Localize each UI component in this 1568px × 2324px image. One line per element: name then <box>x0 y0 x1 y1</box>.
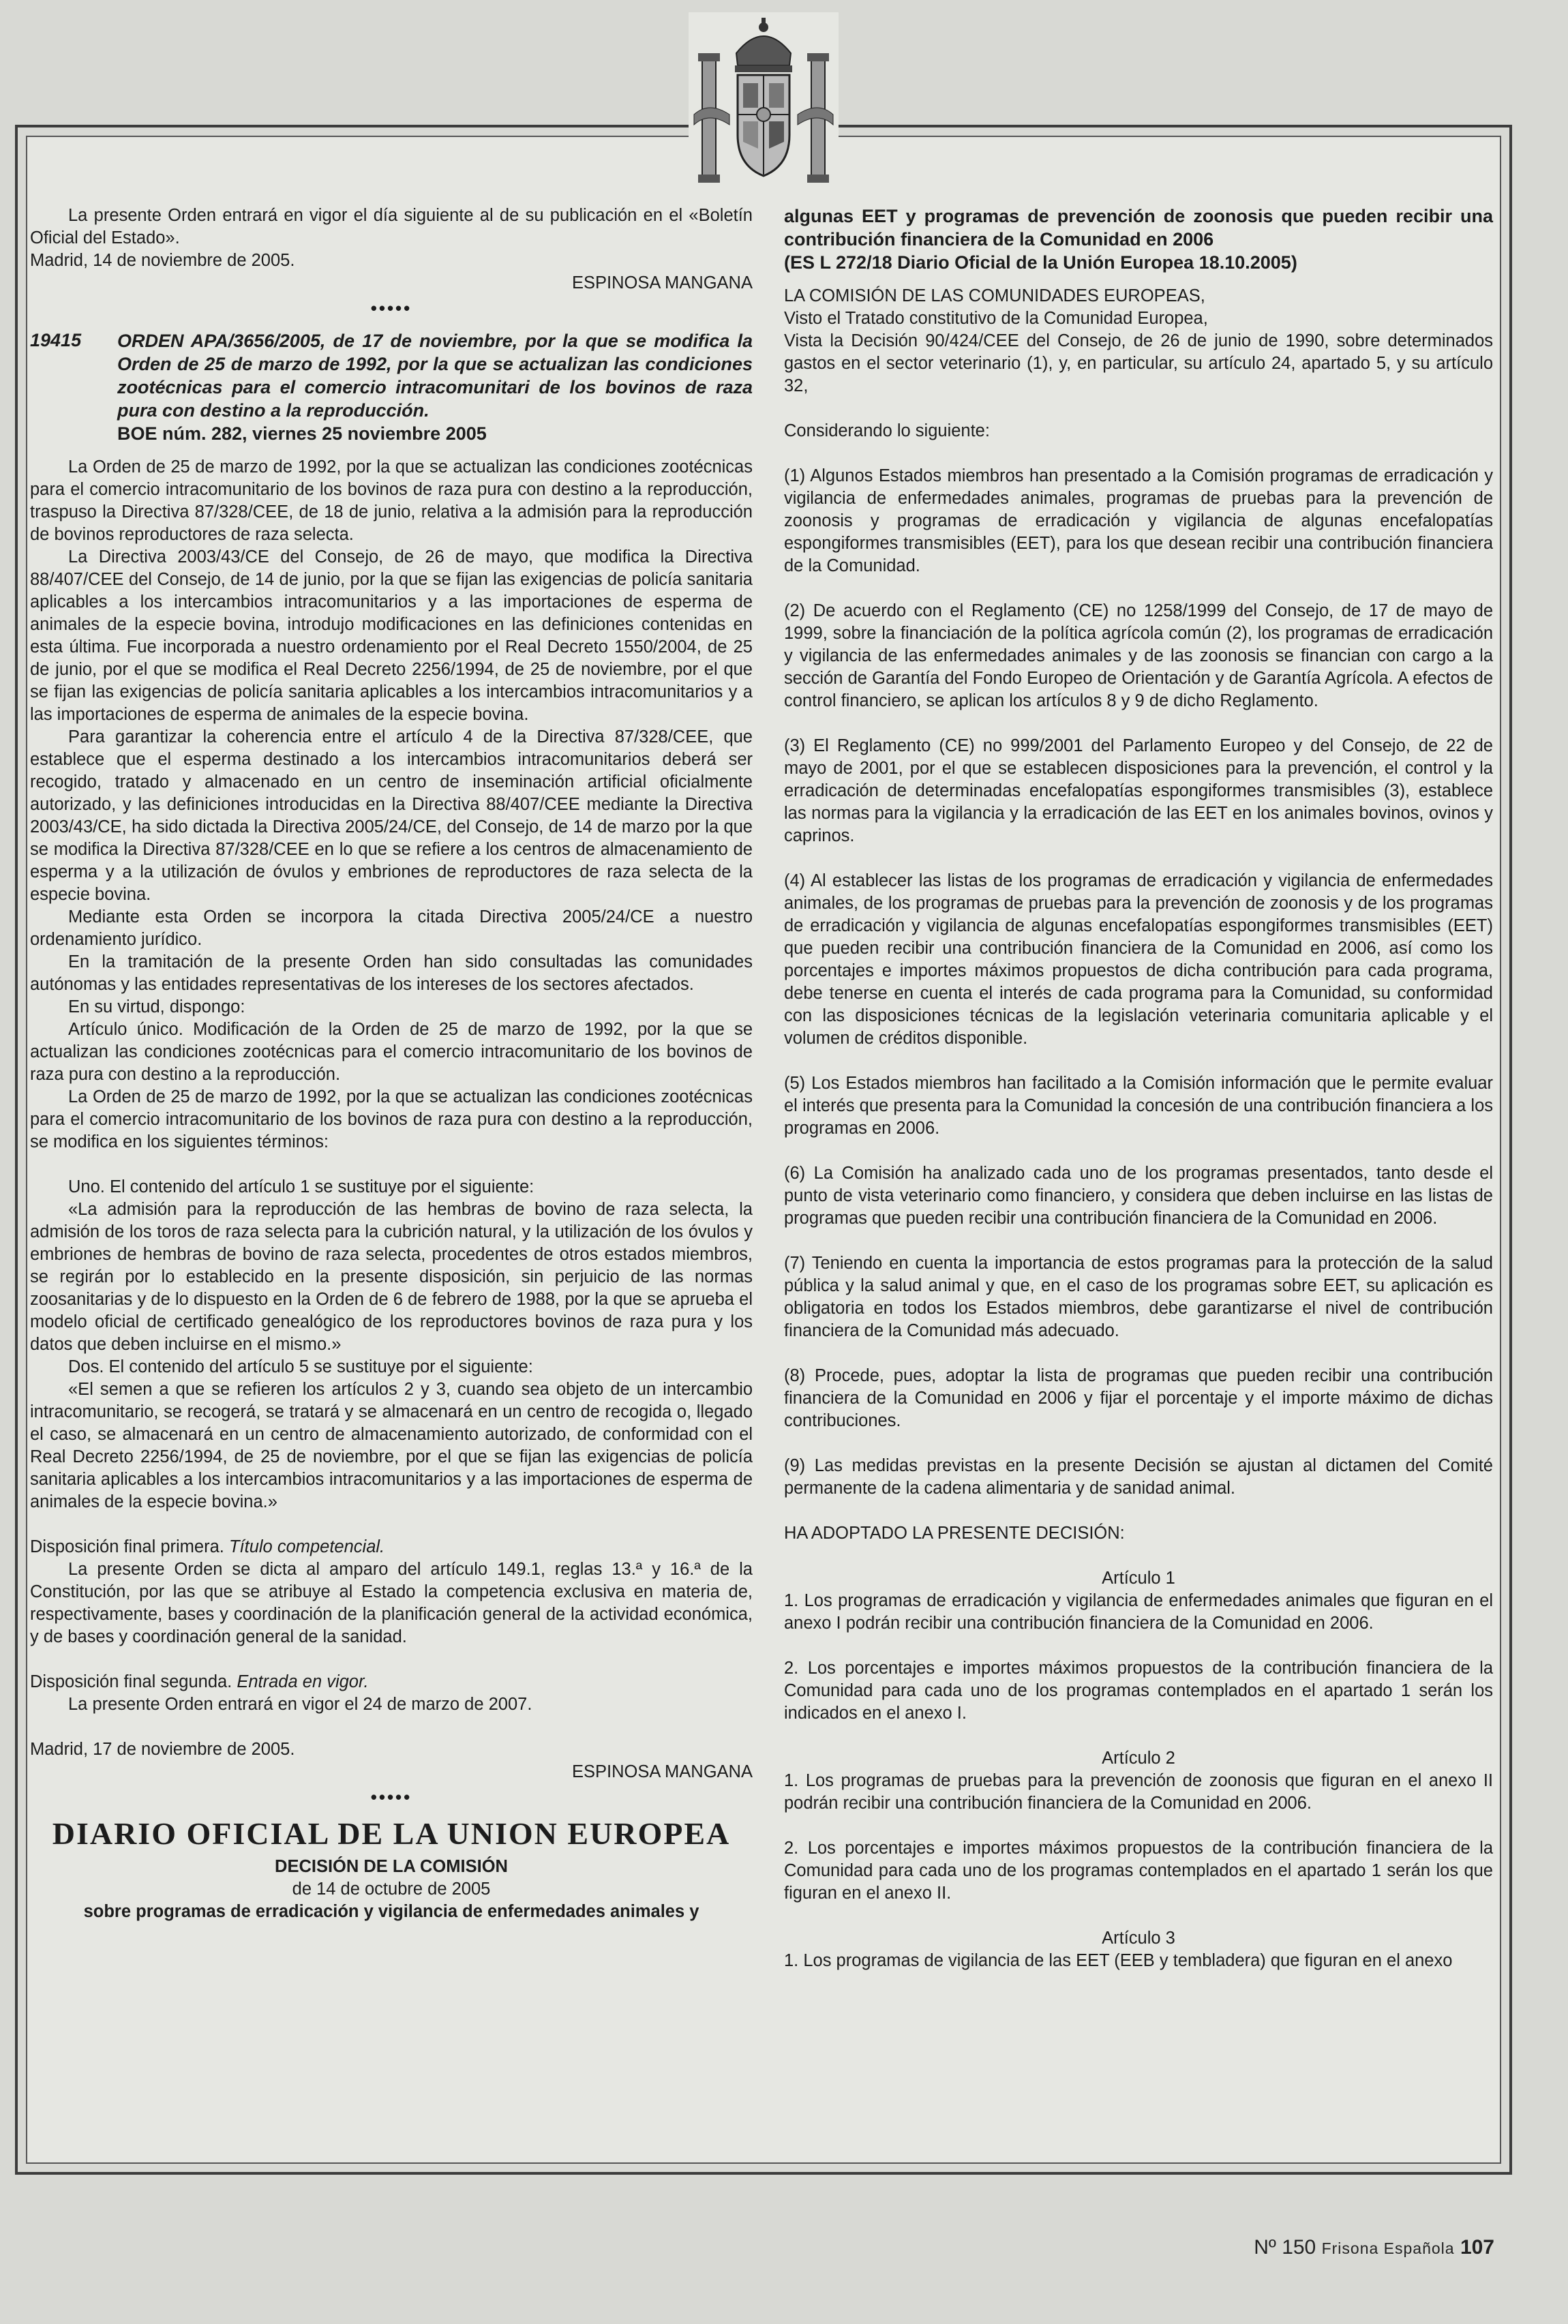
recital: (9) Las medidas previstas en la presente Decisión se ajustan al dictamen del Comité permanente de la cadena alimentaria y de sanidad animal. <box>784 1456 1493 1498</box>
recital: (6) La Comisión ha analizado cada uno de los programas presentados, tanto desde el punto de vista veterinario como financiero, y considera que deben incluirse en las listas de programas que pueden recibir una contribución financiera de la Comunidad en 2006. <box>784 1164 1493 1228</box>
body-paragraph: La Directiva 2003/43/CE del Consejo, de 26 de mayo, que modifica la Directiva 88/407/CEE del Consejo, de 14 de junio, por la que se fijan las exigencias de policía sanitaria aplicables a los intercambios intracomunitarios y a las importaciones de esperma de animales de la especie bovina, introdujo modificaciones en las definiciones contenidas en esta última. Fue incorporada a nuestro ordenamiento por el Real Decreto 1550/2004, de 25 de junio, por el que se modifica el Real Decreto 2256/1994, de 25 de noviembre, por el que se fijan las exigencias de policía sanitaria aplicables a los intercambios intracomunitarios y a las importaciones de esperma de animales de la especie bovina. <box>30 547 753 724</box>
article-2-para-1: 1. Los programas de pruebas para la prevención de zoonosis que figuran en el anexo II podrán recibir una contribución financiera de la Comunidad en 2006. <box>784 1771 1493 1813</box>
order-date: Madrid, 17 de noviembre de 2005. <box>30 1740 295 1759</box>
order-title-block <box>117 329 753 445</box>
recital: (3) El Reglamento (CE) no 999/2001 del Parlamento Europeo y del Consejo, de 22 de mayo de 2001, por el que se establecen disposiciones para la prevención, el control y la erradicación de determinadas encefalopatías espongiformes transmisibles (3), establece las normas para la vigilancia y la erradicación de las EET en los animales bovinos, ovinos y caprinos. <box>784 736 1493 845</box>
signature: ESPINOSA MANGANA <box>572 273 753 292</box>
article-3-title: Artículo 3 <box>1102 1929 1175 1948</box>
decision-title: DECISIÓN DE LA COMISIÓN <box>275 1857 508 1876</box>
body-paragraph: «El semen a que se refieren los artículos 2 y 3, cuando sea objeto de un intercambio intracomunitario, se recogerá, se tratará y se almacenará en un centro de recogida o, llegado el caso, se almacenará en un centro de almacenamiento autorizado, de conformidad con el Real Decreto 2256/1994, de 25 de noviembre, por el que se fijan las exigencias de policía sanitaria aplicables a los intercambios intracomunitarios y a las importaciones de esperma de animales de la especie bovina.» <box>30 1380 753 1511</box>
body-paragraph: Artículo único. Modificación de la Orden de 25 de marzo de 1992, por la que se actualizan las condiciones zootécnicas para el comercio intracomunitario de los bovinos de raza pura con destino a la reproducción. <box>30 1020 753 1084</box>
final-provision-1-title: Título competencial. <box>228 1537 385 1556</box>
body-paragraph: La Orden de 25 de marzo de 1992, por la que se actualizan las condiciones zootécnicas para el comercio intracomunitario de los bovinos de raza pura con destino a la reproducción, se modifica en los siguientes términos: <box>30 1087 753 1151</box>
intro-paragraph: La presente Orden entrará en vigor el día siguiente al de su publicación en el «Boletín Oficial del Estado». <box>30 206 753 247</box>
decision-subject-cont: algunas EET y programas de prevención de zoonosis que pueden recibir una contribución financiera de la Comunidad en 2006 <box>784 206 1493 250</box>
order-number: 19415 <box>30 330 82 350</box>
recital: (8) Procede, pues, adoptar la lista de programas que pueden recibir una contribución financiera de la Comunidad en 2006 y fijar el porcentaje y el importe máximo de dichas contribuciones. <box>784 1366 1493 1430</box>
body-paragraph: Uno. El contenido del artículo 1 se sustituye por el siguiente: <box>68 1177 534 1196</box>
order-boe-ref: BOE núm. 282, viernes 25 noviembre 2005 <box>117 423 487 444</box>
recital: (1) Algunos Estados miembros han presentado a la Comisión programas de erradicación y vigilancia de enfermedades animales, programas de pruebas para la prevención de zoonosis y programas de erradicación y vigilancia de algunas encefalopatías espongiformes transmisibles (EET), para los que desean recibir una contribución financiera de la Comunidad. <box>784 466 1493 575</box>
left-column <box>30 205 753 1923</box>
signature: ESPINOSA MANGANA <box>572 1762 753 1781</box>
intro-date: Madrid, 14 de noviembre de 2005. <box>30 251 295 270</box>
decision-date: de 14 de octubre de 2005 <box>292 1880 491 1899</box>
issue-number: Nº 150 <box>1254 2236 1316 2259</box>
article-1-title: Artículo 1 <box>1102 1569 1175 1588</box>
article-2-title: Artículo 2 <box>1102 1749 1175 1768</box>
order-header <box>30 329 753 445</box>
preamble-line: LA COMISIÓN DE LAS COMUNIDADES EUROPEAS, <box>784 286 1205 305</box>
final-provision-2-text: La presente Orden entrará en vigor el 24 de marzo de 2007. <box>68 1695 532 1714</box>
body-paragraph: En la tramitación de la presente Orden han sido consultadas las comunidades autónomas y las entidades representativas de los intereses de los sectores afectados. <box>30 952 753 994</box>
final-provision-2 <box>30 1671 753 1693</box>
coat-of-arms-icon <box>689 12 839 196</box>
article-1-para-1: 1. Los programas de erradicación y vigilancia de enfermedades animales que figuran en el anexo I podrán recibir una contribución financiera de la Comunidad en 2006. <box>784 1591 1493 1633</box>
preamble-line: Visto el Tratado constitutivo de la Comunidad Europea, <box>784 309 1208 328</box>
body-paragraph: Mediante esta Orden se incorpora la citada Directiva 2005/24/CE a nuestro ordenamiento jurídico. <box>30 907 753 949</box>
article-1-para-2: 2. Los porcentajes e importes máximos propuestos de la contribución financiera de la Comunidad para cada uno de los programas contemplados en el apartado 1 serán los indicados en el anexo I. <box>784 1659 1493 1723</box>
magazine-name: Frisona Española <box>1321 2239 1455 2257</box>
body-paragraph: Para garantizar la coherencia entre el artículo 4 de la Directiva 87/328/CEE, que establece que el esperma destinado a los intercambios intracomunitarios deberá ser recogido, tratado y almacenado en un centro de inseminación artificial oficialmente autorizado, y las definiciones introducidas en la Directiva 88/407/CEE mediante la Directiva 2003/43/CE, ha sido dictada la Directiva 2005/24/CE, del Consejo, de 14 de marzo por la que se modifica la Directiva 87/328/CEE en lo que se refiere a los centros de almacenamiento de esperma y a la utilización de óvulos y embriones de reproductores de raza selecta de la especie bovina. <box>30 727 753 904</box>
body-paragraph: «La admisión para la reproducción de las hembras de bovino de raza selecta, la admisión de los toros de raza selecta para la cubrición natural, y la utilización de los óvulos y embriones de hembras de bovino de raza selecta, procedentes de otros estados miembros, se regirán por lo establecido en la presente disposición, sin perjuicio de las normas zoosanitarias y de lo dispuesto en la Orden de 6 de febrero de 1988, por la que se aprueba el modelo oficial de certificado genealógico de los reproductores bovinos de raza pura y los datos que deben incluirse en el mismo.» <box>30 1200 753 1354</box>
separator-stars: ••••• <box>370 298 412 318</box>
separator-stars: ••••• <box>370 1787 412 1807</box>
final-provision-2-title: Entrada en vigor. <box>237 1672 369 1691</box>
body-paragraph: En su virtud, dispongo: <box>68 997 245 1016</box>
adopted-line: HA ADOPTADO LA PRESENTE DECISIÓN: <box>784 1524 1125 1543</box>
page-footer <box>1254 2236 1494 2259</box>
decision-subject: sobre programas de erradicación y vigilancia de enfermedades animales y <box>83 1902 699 1921</box>
considering-line: Considerando lo siguiente: <box>784 421 990 440</box>
recital: (7) Teniendo en cuenta la importancia de estos programas para la protección de la salud pública y la salud animal y que, en el caso de los programas sobre EET, su aplicación es obligatoria en todos los Estados miembros, debe garantizarse el nivel de contribución financiera de la Comunidad más adecuado. <box>784 1254 1493 1340</box>
body-paragraph: Dos. El contenido del artículo 5 se sustituye por el siguiente: <box>68 1357 533 1376</box>
final-provision-1-text: La presente Orden se dicta al amparo del artículo 149.1, reglas 13.ª y 16.ª de la Constitución, por las que se atribuye al Estado la competencia exclusiva en materia de, respectivamente, bases y coordinación de la planificación general de la actividad económica, y de bases y coordinación general de la sanidad. <box>30 1560 753 1646</box>
order-title: ORDEN APA/3656/2005, de 17 de noviembre, por la que se modifica la Orden de 25 de marzo de 1992, por la que se actualizan las condiciones zootécnicas para el comercio intracomunitari de los bovinos de raza pura con destino a la reproducción. <box>117 331 753 421</box>
recital: (4) Al establecer las listas de los programas de erradicación y vigilancia de enfermedades animales, de los programas de pruebas para la prevención de zoonosis y de los programas de erradicación y vigilancia de algunas encefalopatías espongiformes transmisibles (EET) que pueden recibir una contribución financiera de la Comunidad en 2006, así como los porcentajes e importes máximos propuestos de dicha contribución para cada programa, debe tenerse en cuenta el interés de cada programa para la Comunidad, su conformidad con las disposiciones técnicas de la legislación veterinaria comunitaria aplicable y el volumen de créditos disponible. <box>784 871 1493 1048</box>
page-number: 107 <box>1460 2236 1494 2259</box>
article-2-para-2: 2. Los porcentajes e importes máximos propuestos de la contribución financiera de la Comunidad para cada uno de los programas contemplados en el apartado 1 serán los que figuran en el anexo II. <box>784 1839 1493 1903</box>
recital: (5) Los Estados miembros han facilitado a la Comisión información que le permite evaluar el interés que presenta para la Comunidad la concesión de una contribución financiera a los programas en 2006. <box>784 1074 1493 1138</box>
right-column <box>784 205 1493 1972</box>
section-heading: DIARIO OFICIAL DE LA UNION EUROPEA <box>52 1816 731 1851</box>
final-provision-2-label: Disposición final segunda. <box>30 1672 232 1691</box>
decision-reference: (ES L 272/18 Diario Oficial de la Unión Europea 18.10.2005) <box>784 252 1297 273</box>
article-3-para-1: 1. Los programas de vigilancia de las EET (EEB y tembladera) que figuran en el anexo <box>784 1951 1453 1970</box>
body-paragraph: La Orden de 25 de marzo de 1992, por la que se actualizan las condiciones zootécnicas para el comercio intracomunitario de los bovinos de raza pura con destino a la reproducción, traspuso la Directiva 87/328/CEE, de 18 de junio, relativa a la admisión para la reproducción de bovinos reproductores de raza selecta. <box>30 457 753 544</box>
final-provision-1 <box>30 1536 753 1558</box>
recital: (2) De acuerdo con el Reglamento (CE) no 1258/1999 del Consejo, de 17 de mayo de 1999, sobre la financiación de la política agrícola común (2), los programas de erradicación y vigilancia de las enfermedades animales y de las zoonosis se financian con cargo a la sección de Garantía del Fondo Europeo de Orientación y de Garantía Agrícola. A efectos de control financiero, se aplican los artículos 8 y 9 de dicho Reglamento. <box>784 601 1493 710</box>
final-provision-1-label: Disposición final primera. <box>30 1537 224 1556</box>
preamble-line: Vista la Decisión 90/424/CEE del Consejo, de 26 de junio de 1990, sobre determinados gastos en el sector veterinario (1), y, en particular, su artículo 24, apartado 5, y su artículo 32, <box>784 331 1493 395</box>
